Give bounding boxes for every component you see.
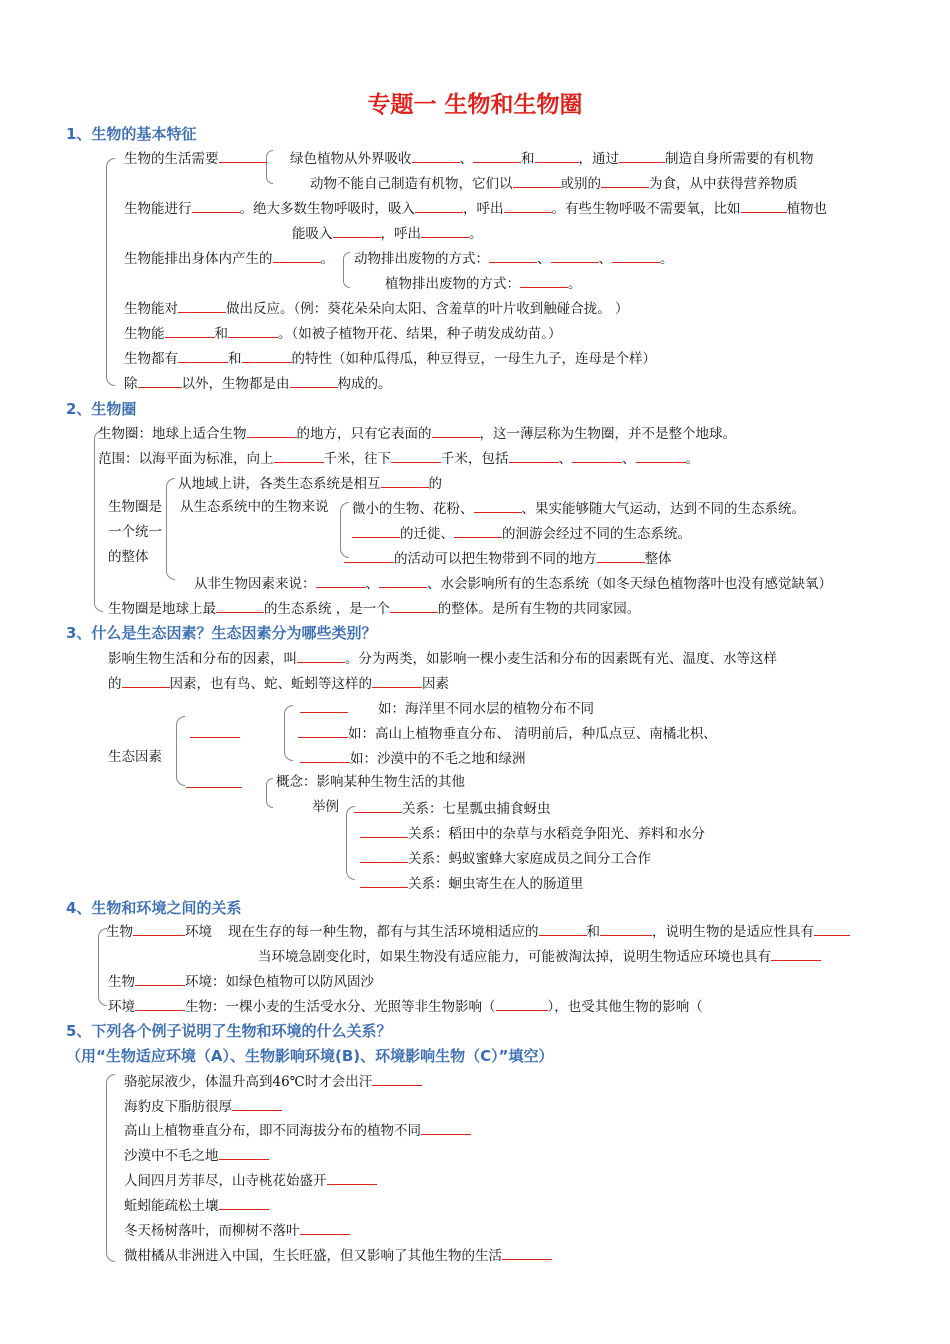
side-label: 生物圈是 [108,499,162,515]
text-line: 概念：影响某种生物生活的其他 [276,774,465,790]
list-item: 蚯蚓能疏松土壤 [124,1195,269,1215]
text-line: 关系：七星瓢虫捕食蚜虫 [354,798,551,818]
blank[interactable] [216,598,264,613]
blank[interactable] [539,921,587,936]
text-line: 除 以外，生物都是由 构成的。 [124,373,392,393]
blank[interactable] [298,723,348,738]
blank[interactable] [421,223,469,238]
text-line: 从地域上讲，各类生态系统是相互 的 [178,473,442,493]
blank[interactable] [509,448,559,463]
blank[interactable] [421,1120,471,1135]
text-line: 关系：蛔虫寄生在人的肠道里 [360,873,584,893]
blank[interactable] [122,673,170,688]
list-item: 骆驼尿液少，体温升高到46℃时才会出汗 [124,1071,422,1091]
brace [166,478,175,580]
blank[interactable] [300,698,348,713]
text-line: 影响生物生活和分布的因素，叫 。分为两类，如影响一棵小麦生活和分布的因素既有光、温度、水等这样 [108,648,777,668]
blank[interactable] [535,148,579,163]
text-line: 如：沙漠中的不毛之地和绿洲 [300,748,526,768]
blank[interactable] [415,198,463,213]
blank[interactable] [186,773,242,788]
blank[interactable] [502,1245,552,1260]
page-title: 专题一 生物和生物圈 [367,92,583,118]
blank[interactable] [297,648,345,663]
blank[interactable] [274,448,324,463]
text-line: 的活动可以把生物带到不同的地方 整体 [344,548,672,568]
text-line: 生物能对 做出反应。（例：葵花朵朵向太阳、含羞草的叶片收到触碰合拢。 ） [124,298,629,318]
text-line: 植物排出废物的方式： 。 [385,273,582,293]
text-line: 如：海洋里不同水层的植物分布不同 [300,698,594,718]
text-line: 生物圈是地球上最 的生态系统 ，是一个 的整体。是所有生物的共同家园。 [108,598,640,618]
blank[interactable] [360,823,408,838]
text-line: 范围：以海平面为标准，向上 千米，往下 千米，包括 、 、 。 [98,448,699,468]
blank[interactable] [489,248,537,263]
text-line: 当环境急剧变化时，如果生物没有适应能力，可能被淘汰掉，说明生物适应环境也具有 [258,946,821,966]
blank[interactable] [771,946,821,961]
text-line: 生物能进行 。绝大多数生物呼吸时，吸入 ，呼出 。有些生物呼吸不需要氧，比如 植物也 [124,198,827,218]
brace [343,252,350,288]
blank[interactable] [412,148,460,163]
blank[interactable] [381,473,429,488]
list-item: 人间四月芳菲尽，山寺桃花始盛开 [124,1170,377,1190]
brace [106,158,115,386]
blank[interactable] [138,373,182,388]
heading-section-4: 4、生物和环境之间的关系 [66,899,242,917]
factor-label: 生态因素 [108,749,162,765]
heading-section-1: 1、生物的基本特征 [66,125,197,143]
blank[interactable] [135,971,185,986]
blank[interactable] [178,348,228,363]
list-item: 海豹皮下脂肪很厚 [124,1096,282,1116]
blank[interactable] [504,198,552,213]
side-label: 一个统一 [108,524,162,540]
text-line: 从生态系统中的生物来说 [180,499,329,515]
heading-section-3: 3、什么是生态因素？生态因素分为哪些类别？ [66,624,377,642]
blank[interactable] [300,1220,350,1235]
text-line: 动物不能自己制造有机物，它们以 或别的 为食，从中获得营养物质 [310,173,798,193]
blank[interactable] [520,273,568,288]
blank[interactable] [219,1195,269,1210]
blank[interactable] [192,198,240,213]
brace [106,1074,115,1262]
list-item: 微柑橘从非洲进入中国，生长旺盛，但又影响了其他生物的生活 [124,1245,552,1265]
list-item: 冬天杨树落叶，而柳树不落叶 [124,1220,350,1240]
blank[interactable] [513,173,561,188]
blank[interactable] [636,448,686,463]
blank[interactable] [219,1145,269,1160]
blank[interactable] [273,248,321,263]
blank[interactable] [391,448,441,463]
text-line: 的迁徙、 的洄游会经过不同的生态系统。 [352,523,691,543]
text-line: 生物能 和 。（如被子植物开花、结果，种子萌发成幼苗。） [124,323,562,343]
text-line: 生物的生活需要 [124,148,267,168]
blank[interactable] [432,423,480,438]
blank[interactable] [551,248,599,263]
side-label: 的整体 [108,549,149,565]
blank[interactable] [741,198,787,213]
brace [266,778,273,808]
text-line: 环境 生物：一棵小麦的生活受水分、光照等非生物影响（ ），也受其他生物的影响（ [108,996,703,1016]
blank[interactable] [242,348,292,363]
blank[interactable] [390,598,438,613]
heading-section-5: 5、下列各个例子说明了生物和环境的什么关系？ [66,1022,392,1040]
blank[interactable] [597,548,645,563]
blank[interactable] [379,573,427,588]
text-line [190,723,240,743]
text-line: 生物 环境：如绿色植物可以防风固沙 [108,971,374,991]
blank[interactable] [572,448,622,463]
text-line: 从非生物因素来说： 、 、水会影响所有的生态系统（如冬天绿色植物落叶也没有感觉缺氧） [194,573,832,593]
blank[interactable] [300,748,350,763]
brace [284,705,293,761]
text-line: 能吸入 ，呼出 。 [292,223,483,243]
blank[interactable] [454,523,502,538]
text-line: 生物 环境 现在生存的每一种生物，都有与其生活环境相适应的 和 ，说明生物的是适应性具有 [106,921,850,941]
text-line: 动物排出废物的方式： 、 、 。 [354,248,674,268]
heading-section-2: 2、生物圈 [66,400,137,418]
blank[interactable] [814,921,850,936]
blank[interactable] [360,873,408,888]
blank[interactable] [601,173,649,188]
brace [266,150,273,184]
blank[interactable] [612,248,660,263]
text-line: 关系：稻田中的杂草与水稻竞争阳光、养料和水分 [360,823,705,843]
blank[interactable] [360,848,408,863]
blank[interactable] [232,1096,282,1111]
blank[interactable] [352,523,400,538]
blank[interactable] [165,323,215,338]
text-line: 关系：蚂蚁蜜蜂大家庭成员之间分工合作 [360,848,651,868]
blank[interactable] [619,148,665,163]
blank[interactable] [219,148,267,163]
text-line: 如：高山上植物垂直分布、 清明前后，种瓜点豆、南橘北枳、 [298,723,717,743]
blank[interactable] [496,996,548,1011]
text-line: 生物圈：地球上适合生物 的地方，只有它表面的 ，这一薄层称为生物圈，并不是整个地球。 [98,423,736,443]
list-item: 沙漠中不毛之地 [124,1145,269,1165]
text-line: 绿色植物从外界吸收 、 和 ，通过 制造自身所需要的有机物 [290,148,814,168]
blank[interactable] [327,1170,377,1185]
blank[interactable] [247,423,297,438]
blank[interactable] [290,373,338,388]
blank[interactable] [600,921,652,936]
blank[interactable] [133,921,185,936]
text-line: 举例 [312,799,339,815]
blank[interactable] [474,498,522,513]
blank[interactable] [190,723,240,738]
text-line: 生物都有 和 的特性（如种瓜得瓜，种豆得豆，一母生九子，连母是个样） [124,348,656,368]
blank[interactable] [316,573,366,588]
text-line [186,773,242,793]
blank[interactable] [473,148,521,163]
blank[interactable] [178,298,226,313]
list-item: 高山上植物垂直分布，即不同海拔分布的植物不同 [124,1120,471,1140]
blank[interactable] [344,548,394,563]
blank[interactable] [372,673,422,688]
brace [176,716,185,786]
blank[interactable] [372,1071,422,1086]
blank[interactable] [333,223,381,238]
text-line: 微小的生物、花粉、 、果实能够随大气运动，达到不同的生态系统。 [352,498,805,518]
blank[interactable] [135,996,185,1011]
blank[interactable] [228,323,278,338]
text-line: 的 因素，也有鸟、蛇、蚯蚓等这样的 因素 [108,673,449,693]
text-line: 生物能排出身体内产生的 。 [124,248,334,268]
heading-section-5-sub: （用“生物适应环境（A）、生物影响环境(B)、环境影响生物（C）”填空） [66,1047,554,1065]
blank[interactable] [354,798,402,813]
